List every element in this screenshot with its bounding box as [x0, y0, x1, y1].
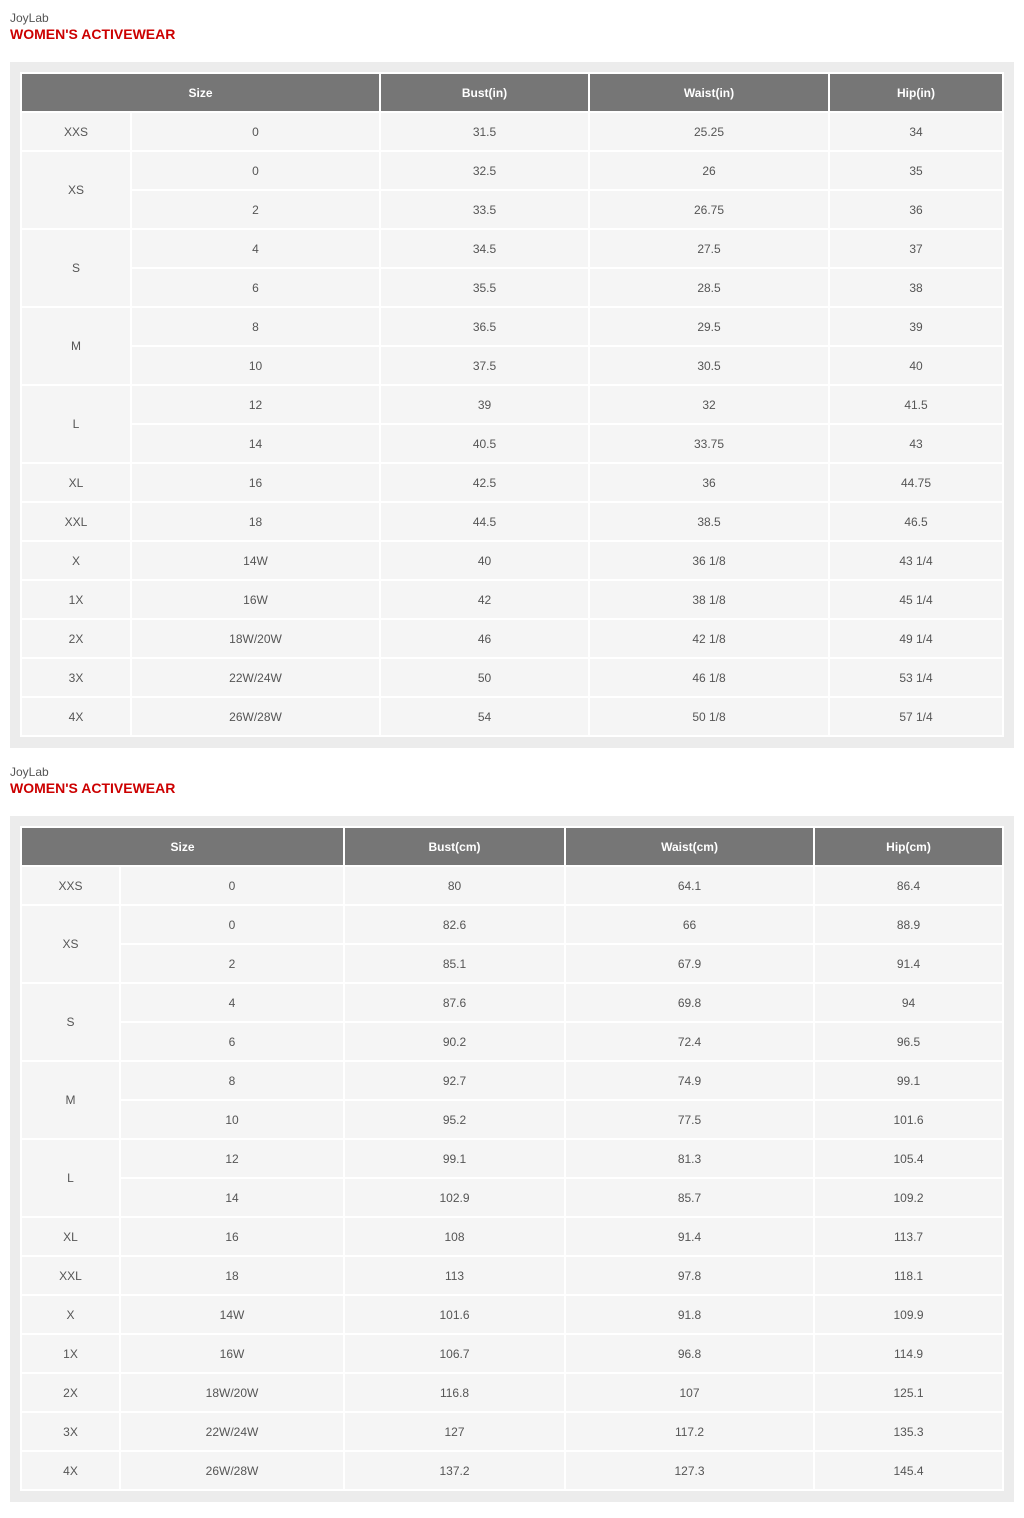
table-row — [22, 1140, 1002, 1177]
column-header-waist: Waist(in) — [590, 74, 828, 111]
hip-cell: 38 — [830, 269, 1002, 306]
waist-cell: 64.1 — [566, 867, 813, 904]
num-cell: 4 — [132, 230, 379, 267]
hip-cell: 145.4 — [815, 1452, 1002, 1489]
size-label-cell: XL — [22, 464, 130, 501]
bust-cell: 99.1 — [345, 1140, 564, 1177]
size-label-cell: 1X — [22, 1335, 119, 1372]
waist-cell: 30.5 — [590, 347, 828, 384]
bust-cell: 35.5 — [381, 269, 588, 306]
bust-cell: 87.6 — [345, 984, 564, 1021]
table-row — [22, 1452, 1002, 1489]
num-cell: 10 — [121, 1101, 343, 1138]
table-row — [22, 1413, 1002, 1450]
hip-cell: 109.9 — [815, 1296, 1002, 1333]
num-cell: 2 — [121, 945, 343, 982]
header-row — [22, 828, 1002, 865]
waist-cell: 26 — [590, 152, 828, 189]
table-row — [22, 867, 1002, 904]
num-cell: 2 — [132, 191, 379, 228]
num-cell: 4 — [121, 984, 343, 1021]
waist-cell: 72.4 — [566, 1023, 813, 1060]
num-cell: 12 — [132, 386, 379, 423]
num-cell: 16W — [132, 581, 379, 618]
table-row — [22, 1218, 1002, 1255]
bust-cell: 42 — [381, 581, 588, 618]
header-row — [22, 74, 1002, 111]
hip-cell: 35 — [830, 152, 1002, 189]
waist-cell: 42 1/8 — [590, 620, 828, 657]
waist-cell: 69.8 — [566, 984, 813, 1021]
hip-cell: 109.2 — [815, 1179, 1002, 1216]
size-label-cell: M — [22, 1062, 119, 1138]
hip-cell: 125.1 — [815, 1374, 1002, 1411]
waist-cell: 91.8 — [566, 1296, 813, 1333]
table-row — [22, 542, 1002, 579]
num-cell: 0 — [132, 152, 379, 189]
table-row — [22, 152, 1002, 189]
waist-cell: 36 1/8 — [590, 542, 828, 579]
bust-cell: 95.2 — [345, 1101, 564, 1138]
size-label-cell: XS — [22, 906, 119, 982]
hip-cell: 113.7 — [815, 1218, 1002, 1255]
num-cell: 18W/20W — [121, 1374, 343, 1411]
bust-cell: 40 — [381, 542, 588, 579]
bust-cell: 34.5 — [381, 230, 588, 267]
bust-cell: 44.5 — [381, 503, 588, 540]
size-table-panel — [10, 62, 1014, 748]
bust-cell: 116.8 — [345, 1374, 564, 1411]
size-table-inches — [20, 72, 1004, 737]
bust-cell: 80 — [345, 867, 564, 904]
size-label-cell: X — [22, 542, 130, 579]
num-cell: 8 — [132, 308, 379, 345]
num-cell: 0 — [132, 113, 379, 150]
waist-cell: 28.5 — [590, 269, 828, 306]
bust-cell: 40.5 — [381, 425, 588, 462]
waist-cell: 66 — [566, 906, 813, 943]
table-row — [22, 1062, 1002, 1099]
hip-cell: 118.1 — [815, 1257, 1002, 1294]
waist-cell: 50 1/8 — [590, 698, 828, 735]
size-label-cell: XXL — [22, 503, 130, 540]
waist-cell: 32 — [590, 386, 828, 423]
column-header-size: Size — [22, 74, 379, 111]
size-label-cell: XS — [22, 152, 130, 228]
hip-cell: 88.9 — [815, 906, 1002, 943]
num-cell: 18 — [121, 1257, 343, 1294]
bust-cell: 102.9 — [345, 1179, 564, 1216]
num-cell: 8 — [121, 1062, 343, 1099]
table-row — [22, 503, 1002, 540]
table-row — [22, 906, 1002, 943]
size-label-cell: XXS — [22, 113, 130, 150]
hip-cell: 99.1 — [815, 1062, 1002, 1099]
table-row — [22, 581, 1002, 618]
hip-cell: 86.4 — [815, 867, 1002, 904]
waist-cell: 74.9 — [566, 1062, 813, 1099]
hip-cell: 114.9 — [815, 1335, 1002, 1372]
bust-cell: 33.5 — [381, 191, 588, 228]
size-label-cell: XL — [22, 1218, 119, 1255]
waist-cell: 117.2 — [566, 1413, 813, 1450]
waist-cell: 77.5 — [566, 1101, 813, 1138]
hip-cell: 105.4 — [815, 1140, 1002, 1177]
waist-cell: 46 1/8 — [590, 659, 828, 696]
waist-cell: 38.5 — [590, 503, 828, 540]
waist-cell: 127.3 — [566, 1452, 813, 1489]
num-cell: 16W — [121, 1335, 343, 1372]
waist-cell: 33.75 — [590, 425, 828, 462]
size-label-cell: 1X — [22, 581, 130, 618]
table-row — [22, 269, 1002, 306]
hip-cell: 135.3 — [815, 1413, 1002, 1450]
brand-label: JoyLab — [10, 765, 49, 779]
table-row — [22, 659, 1002, 696]
size-label-cell: 3X — [22, 1413, 119, 1450]
hip-cell: 94 — [815, 984, 1002, 1021]
table-row — [22, 230, 1002, 267]
column-header-hip: Hip(in) — [830, 74, 1002, 111]
num-cell: 16 — [132, 464, 379, 501]
table-row — [22, 386, 1002, 423]
num-cell: 26W/28W — [132, 698, 379, 735]
table-row — [22, 984, 1002, 1021]
hip-cell: 44.75 — [830, 464, 1002, 501]
size-label-cell: L — [22, 1140, 119, 1216]
num-cell: 6 — [132, 269, 379, 306]
num-cell: 18 — [132, 503, 379, 540]
bust-cell: 32.5 — [381, 152, 588, 189]
bust-cell: 106.7 — [345, 1335, 564, 1372]
chart-title: WOMEN'S ACTIVEWEAR — [10, 26, 176, 42]
waist-cell: 38 1/8 — [590, 581, 828, 618]
brand-label: JoyLab — [10, 11, 49, 25]
hip-cell: 43 — [830, 425, 1002, 462]
size-label-cell: 4X — [22, 1452, 119, 1489]
num-cell: 12 — [121, 1140, 343, 1177]
bust-cell: 54 — [381, 698, 588, 735]
size-table-panel — [10, 816, 1014, 1502]
table-row — [22, 1374, 1002, 1411]
table-row — [22, 308, 1002, 345]
num-cell: 0 — [121, 906, 343, 943]
table-row — [22, 698, 1002, 735]
table-row — [22, 1023, 1002, 1060]
num-cell: 0 — [121, 867, 343, 904]
bust-cell: 31.5 — [381, 113, 588, 150]
column-header-waist: Waist(cm) — [566, 828, 813, 865]
size-label-cell: 3X — [22, 659, 130, 696]
table-row — [22, 191, 1002, 228]
table-row — [22, 113, 1002, 150]
num-cell: 14W — [132, 542, 379, 579]
num-cell: 22W/24W — [121, 1413, 343, 1450]
hip-cell: 40 — [830, 347, 1002, 384]
table-row — [22, 1335, 1002, 1372]
size-label-cell: L — [22, 386, 130, 462]
bust-cell: 37.5 — [381, 347, 588, 384]
waist-cell: 67.9 — [566, 945, 813, 982]
table-row — [22, 464, 1002, 501]
hip-cell: 101.6 — [815, 1101, 1002, 1138]
size-label-cell: XXL — [22, 1257, 119, 1294]
bust-cell: 127 — [345, 1413, 564, 1450]
bust-cell: 42.5 — [381, 464, 588, 501]
waist-cell: 27.5 — [590, 230, 828, 267]
size-label-cell: 2X — [22, 620, 130, 657]
waist-cell: 91.4 — [566, 1218, 813, 1255]
num-cell: 16 — [121, 1218, 343, 1255]
column-header-hip: Hip(cm) — [815, 828, 1002, 865]
hip-cell: 37 — [830, 230, 1002, 267]
table-row — [22, 620, 1002, 657]
num-cell: 18W/20W — [132, 620, 379, 657]
size-label-cell: S — [22, 230, 130, 306]
table-row — [22, 945, 1002, 982]
bust-cell: 92.7 — [345, 1062, 564, 1099]
waist-cell: 85.7 — [566, 1179, 813, 1216]
column-header-size: Size — [22, 828, 343, 865]
bust-cell: 101.6 — [345, 1296, 564, 1333]
waist-cell: 26.75 — [590, 191, 828, 228]
bust-cell: 137.2 — [345, 1452, 564, 1489]
column-header-bust: Bust(cm) — [345, 828, 564, 865]
num-cell: 14 — [132, 425, 379, 462]
hip-cell: 96.5 — [815, 1023, 1002, 1060]
num-cell: 22W/24W — [132, 659, 379, 696]
hip-cell: 91.4 — [815, 945, 1002, 982]
hip-cell: 46.5 — [830, 503, 1002, 540]
num-cell: 10 — [132, 347, 379, 384]
bust-cell: 39 — [381, 386, 588, 423]
size-label-cell: XXS — [22, 867, 119, 904]
bust-cell: 90.2 — [345, 1023, 564, 1060]
num-cell: 14W — [121, 1296, 343, 1333]
hip-cell: 41.5 — [830, 386, 1002, 423]
hip-cell: 49 1/4 — [830, 620, 1002, 657]
num-cell: 26W/28W — [121, 1452, 343, 1489]
table-row — [22, 425, 1002, 462]
hip-cell: 53 1/4 — [830, 659, 1002, 696]
num-cell: 6 — [121, 1023, 343, 1060]
hip-cell: 36 — [830, 191, 1002, 228]
bust-cell: 113 — [345, 1257, 564, 1294]
size-label-cell: 2X — [22, 1374, 119, 1411]
size-label-cell: 4X — [22, 698, 130, 735]
bust-cell: 46 — [381, 620, 588, 657]
table-row — [22, 347, 1002, 384]
waist-cell: 25.25 — [590, 113, 828, 150]
size-label-cell: M — [22, 308, 130, 384]
hip-cell: 39 — [830, 308, 1002, 345]
bust-cell: 108 — [345, 1218, 564, 1255]
hip-cell: 34 — [830, 113, 1002, 150]
bust-cell: 85.1 — [345, 945, 564, 982]
chart-title: WOMEN'S ACTIVEWEAR — [10, 780, 176, 796]
size-label-cell: S — [22, 984, 119, 1060]
waist-cell: 29.5 — [590, 308, 828, 345]
waist-cell: 97.8 — [566, 1257, 813, 1294]
table-row — [22, 1296, 1002, 1333]
size-label-cell: X — [22, 1296, 119, 1333]
hip-cell: 45 1/4 — [830, 581, 1002, 618]
hip-cell: 57 1/4 — [830, 698, 1002, 735]
table-row — [22, 1257, 1002, 1294]
waist-cell: 81.3 — [566, 1140, 813, 1177]
bust-cell: 50 — [381, 659, 588, 696]
table-row — [22, 1101, 1002, 1138]
num-cell: 14 — [121, 1179, 343, 1216]
size-table-cm — [20, 826, 1004, 1491]
table-row — [22, 1179, 1002, 1216]
hip-cell: 43 1/4 — [830, 542, 1002, 579]
bust-cell: 82.6 — [345, 906, 564, 943]
waist-cell: 107 — [566, 1374, 813, 1411]
bust-cell: 36.5 — [381, 308, 588, 345]
waist-cell: 96.8 — [566, 1335, 813, 1372]
waist-cell: 36 — [590, 464, 828, 501]
column-header-bust: Bust(in) — [381, 74, 588, 111]
